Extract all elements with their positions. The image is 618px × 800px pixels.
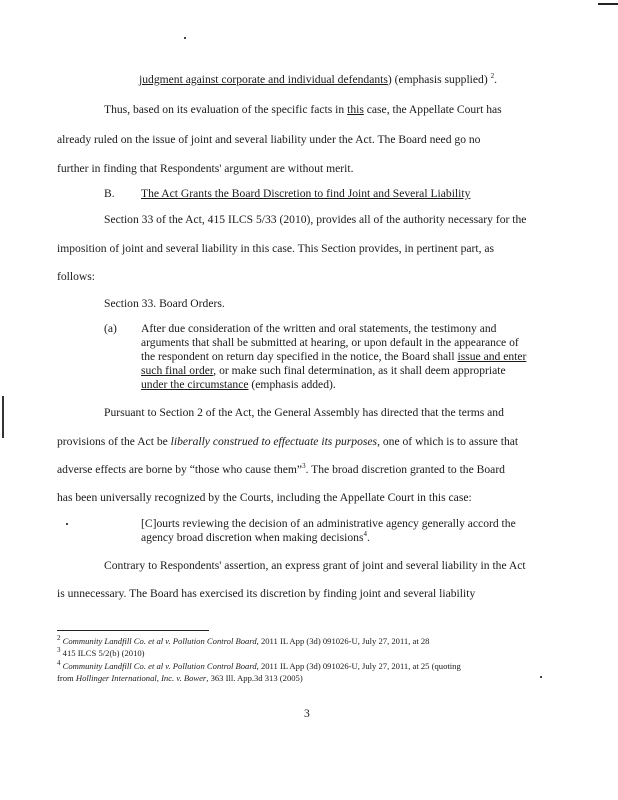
quote-line: [C]ourts reviewing the decision of an administrative agency generally accord the [141, 517, 516, 530]
scan-speck [540, 676, 542, 678]
scan-speck [184, 37, 186, 39]
section-label: B. [104, 187, 115, 200]
quote-line: agency broad discretion when making decisions$^4$. [141, 530, 370, 544]
scan-speck [66, 523, 68, 525]
section-heading-title: The Act Grants the Board Discretion to find Joint and Several Liability [141, 187, 471, 200]
paragraph-line: is unnecessary. The Board has exercised its discretion by finding joint and several liability [57, 587, 476, 600]
underlined-phrase: judgment against corporate and individual defendants [139, 73, 388, 86]
paragraph-line: has been universally recognized by the Courts, including the Appellate Court in this case: [57, 491, 472, 504]
paragraph-line: Contrary to Respondents' assertion, an express grant of joint and several liability in the Act [104, 559, 526, 572]
footnote-ref-4: 4 [363, 530, 367, 539]
quote-heading: Section 33. Board Orders. [104, 297, 225, 310]
footnote-ref-2: 2 [490, 72, 495, 81]
footnote-2: $^2$ Community Landfill Co. et al v. Pollution Control Board, 2011 IL App (3d) 091026-U, July 27, 2011, at 28 [57, 634, 430, 646]
quote-line: the respondent on return day specified in the notice, the Board shall issue and enter [141, 350, 527, 363]
paragraph-line: Section 33 of the Act, 415 ILCS 5/33 (2010), provides all of the authority necessary for the [104, 213, 527, 226]
quote-label: (a) [104, 322, 117, 335]
left-margin-mark [2, 396, 4, 438]
continuation-line: judgment against corporate and individual defendants) (emphasis supplied) $^2$. [139, 72, 498, 86]
quote-line: such final order, or make such final determination, as it shall deem appropriate [141, 364, 506, 377]
paragraph-line: adverse effects are borne by “those who cause them”$^3$. The broad discretion granted to the Board [57, 462, 505, 476]
footnote-4-continued: from Hollinger International, Inc. v. Bower, 363 Ill. App.3d 313 (2005) [57, 673, 303, 683]
top-border-line [598, 3, 618, 5]
quote-line: After due consideration of the written and oral statements, the testimony and [141, 322, 497, 335]
footnote-4: $^4$ Community Landfill Co. et al v. Pollution Control Board, 2011 IL App (3d) 091026-U, July 27, 2011, at 25 (quoting [57, 659, 461, 671]
footnote-3: $^3$ 415 ILCS 5/2(b) (2010) [57, 646, 145, 658]
quote-line: arguments that shall be submitted at hearing, or upon default in the appearance of [141, 336, 519, 349]
footnote-separator [57, 630, 209, 631]
footnote-ref-3: 3 [302, 462, 306, 471]
paragraph-line: provisions of the Act be liberally construed to effectuate its purposes, one of which is to assure that [57, 435, 519, 448]
quote-line: under the circumstance (emphasis added). [141, 378, 336, 391]
section-heading [104, 187, 115, 201]
paragraph-line: Thus, based on its evaluation of the specific facts in this case, the Appellate Court has [104, 103, 502, 116]
paragraph-line: Pursuant to Section 2 of the Act, the General Assembly has directed that the terms and [104, 406, 504, 419]
page-number: 3 [304, 707, 310, 720]
paragraph-line: follows: [57, 270, 96, 283]
paragraph-line: already ruled on the issue of joint and several liability under the Act. The Board need go no [57, 133, 481, 146]
paragraph-line: further in finding that Respondents' argument are without merit. [57, 162, 354, 175]
paragraph-line: imposition of joint and several liability in this case. This Section provides, in pertinent part, as [57, 242, 495, 255]
